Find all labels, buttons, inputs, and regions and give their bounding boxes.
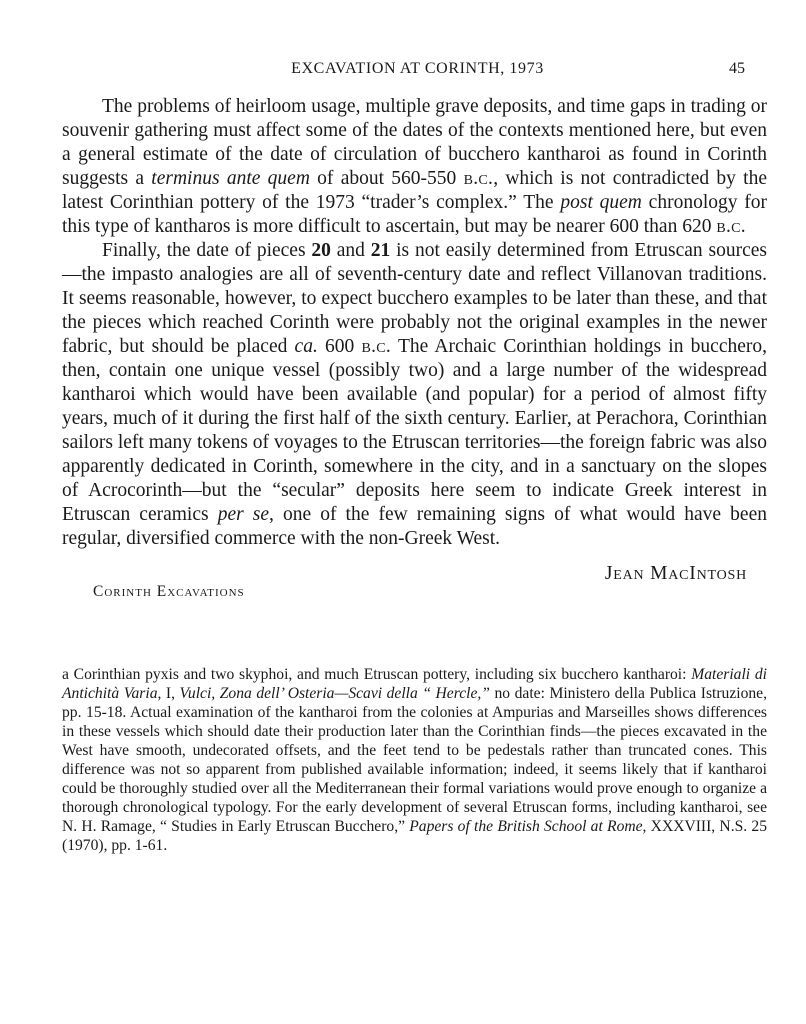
- term-post-quem: post quem: [560, 192, 642, 213]
- author-signature: Jean MacIntosh: [604, 563, 747, 584]
- citation-title: Materiali di Antichità Varia: [62, 666, 767, 702]
- catalog-number: 21: [370, 240, 391, 261]
- page-header: [90, 60, 745, 84]
- catalog-number: 20: [311, 240, 331, 261]
- main-text: [62, 95, 767, 551]
- paragraph-heirloom-usage: The problems of heirloom usage, multiple grave deposits, and time gaps in trading or souvenir gathering must affect some of the dates of the contexts mentioned here, but even a general estimate of the date of circulation of bucchero kantharoi as found in Corinth suggests a terminus ante quem of about 560-550 b.c., which is not contradicted by the latest Corinthian pottery of the 1973 “trader’s complex.” The post quem chronology for this type of kantharos is more difficult to ascertain, but may be nearer 600 than 620 b.c.: [62, 96, 767, 237]
- page-number: 45: [729, 60, 745, 77]
- running-title: EXCAVATION AT CORINTH, 1973: [291, 60, 544, 77]
- footnote: a Corinthian pyxis and two skyphoi, and much Etruscan pottery, including six bucchero kantharoi: Materiali di Antichità Varia, I, Vulci, Zona dell’ Osteria—Scavi della “ Hercle,” no date: Ministero della Publica Istruzione, pp. 15-18. Actual examination of the kantharoi from the colonies at Ampurias and Marseilles shows differences in these vessels which should date their production later than the Corinthian finds—the pieces excavated in the West have smooth, undecorated offsets, and the feet tend to be pedestals rather than truncated cones. This difference was not so apparent from published available information; indeed, it seems likely that if kantharoi could be thoroughly studied over all the Mediterranean their formal variations would prove enough to organize a thorough chronological typology. For the early development of several Etruscan forms, including kantharoi, see N. H. Ramage, “ Studies in Early Etruscan Bucchero,” Papers of the British School at Rome, XXXVIII, N.S. 25 (1970), pp. 1-61.: [62, 666, 767, 854]
- author-affiliation: Corinth Excavations: [93, 583, 245, 600]
- citation-title: Vulci, Zona dell’ Osteria—Scavi della “ Hercle,”: [179, 685, 490, 702]
- paragraph-finally: Finally, the date of pieces 20 and 21 is not easily determined from Etruscan sources—the impasto analogies are all of seventh-century date and reflect Villanovan traditions. It seems reasonable, however, to expect bucchero examples to be later than these, and that the pieces which reached Corinth were probably not the original examples in the newer fabric, but should be placed ca. 600 b.c. The Archaic Corinthian holdings in bucchero, then, contain one unique vessel (possibly two) and a large number of the widespread kantharoi which would have been available (and popular) for a period of almost fifty years, much of it during the first half of the sixth century. Earlier, at Perachora, Corinthian sailors left many tokens of voyages to the Etruscan territories—the foreign fabric was also apparently dedicated in Corinth, somewhere in the city, and in a sanctuary on the slopes of Acrocorinth—but the “secular” deposits here seem to indicate Greek interest in Etruscan ceramics per se, one of the few remaining signs of what would have been regular, diversified commerce with the non-Greek West.: [62, 240, 767, 549]
- term-terminus-ante-quem: terminus ante quem: [151, 168, 310, 189]
- term-per-se: per se: [217, 504, 270, 525]
- journal-title: Papers of the British School at Rome: [409, 818, 643, 835]
